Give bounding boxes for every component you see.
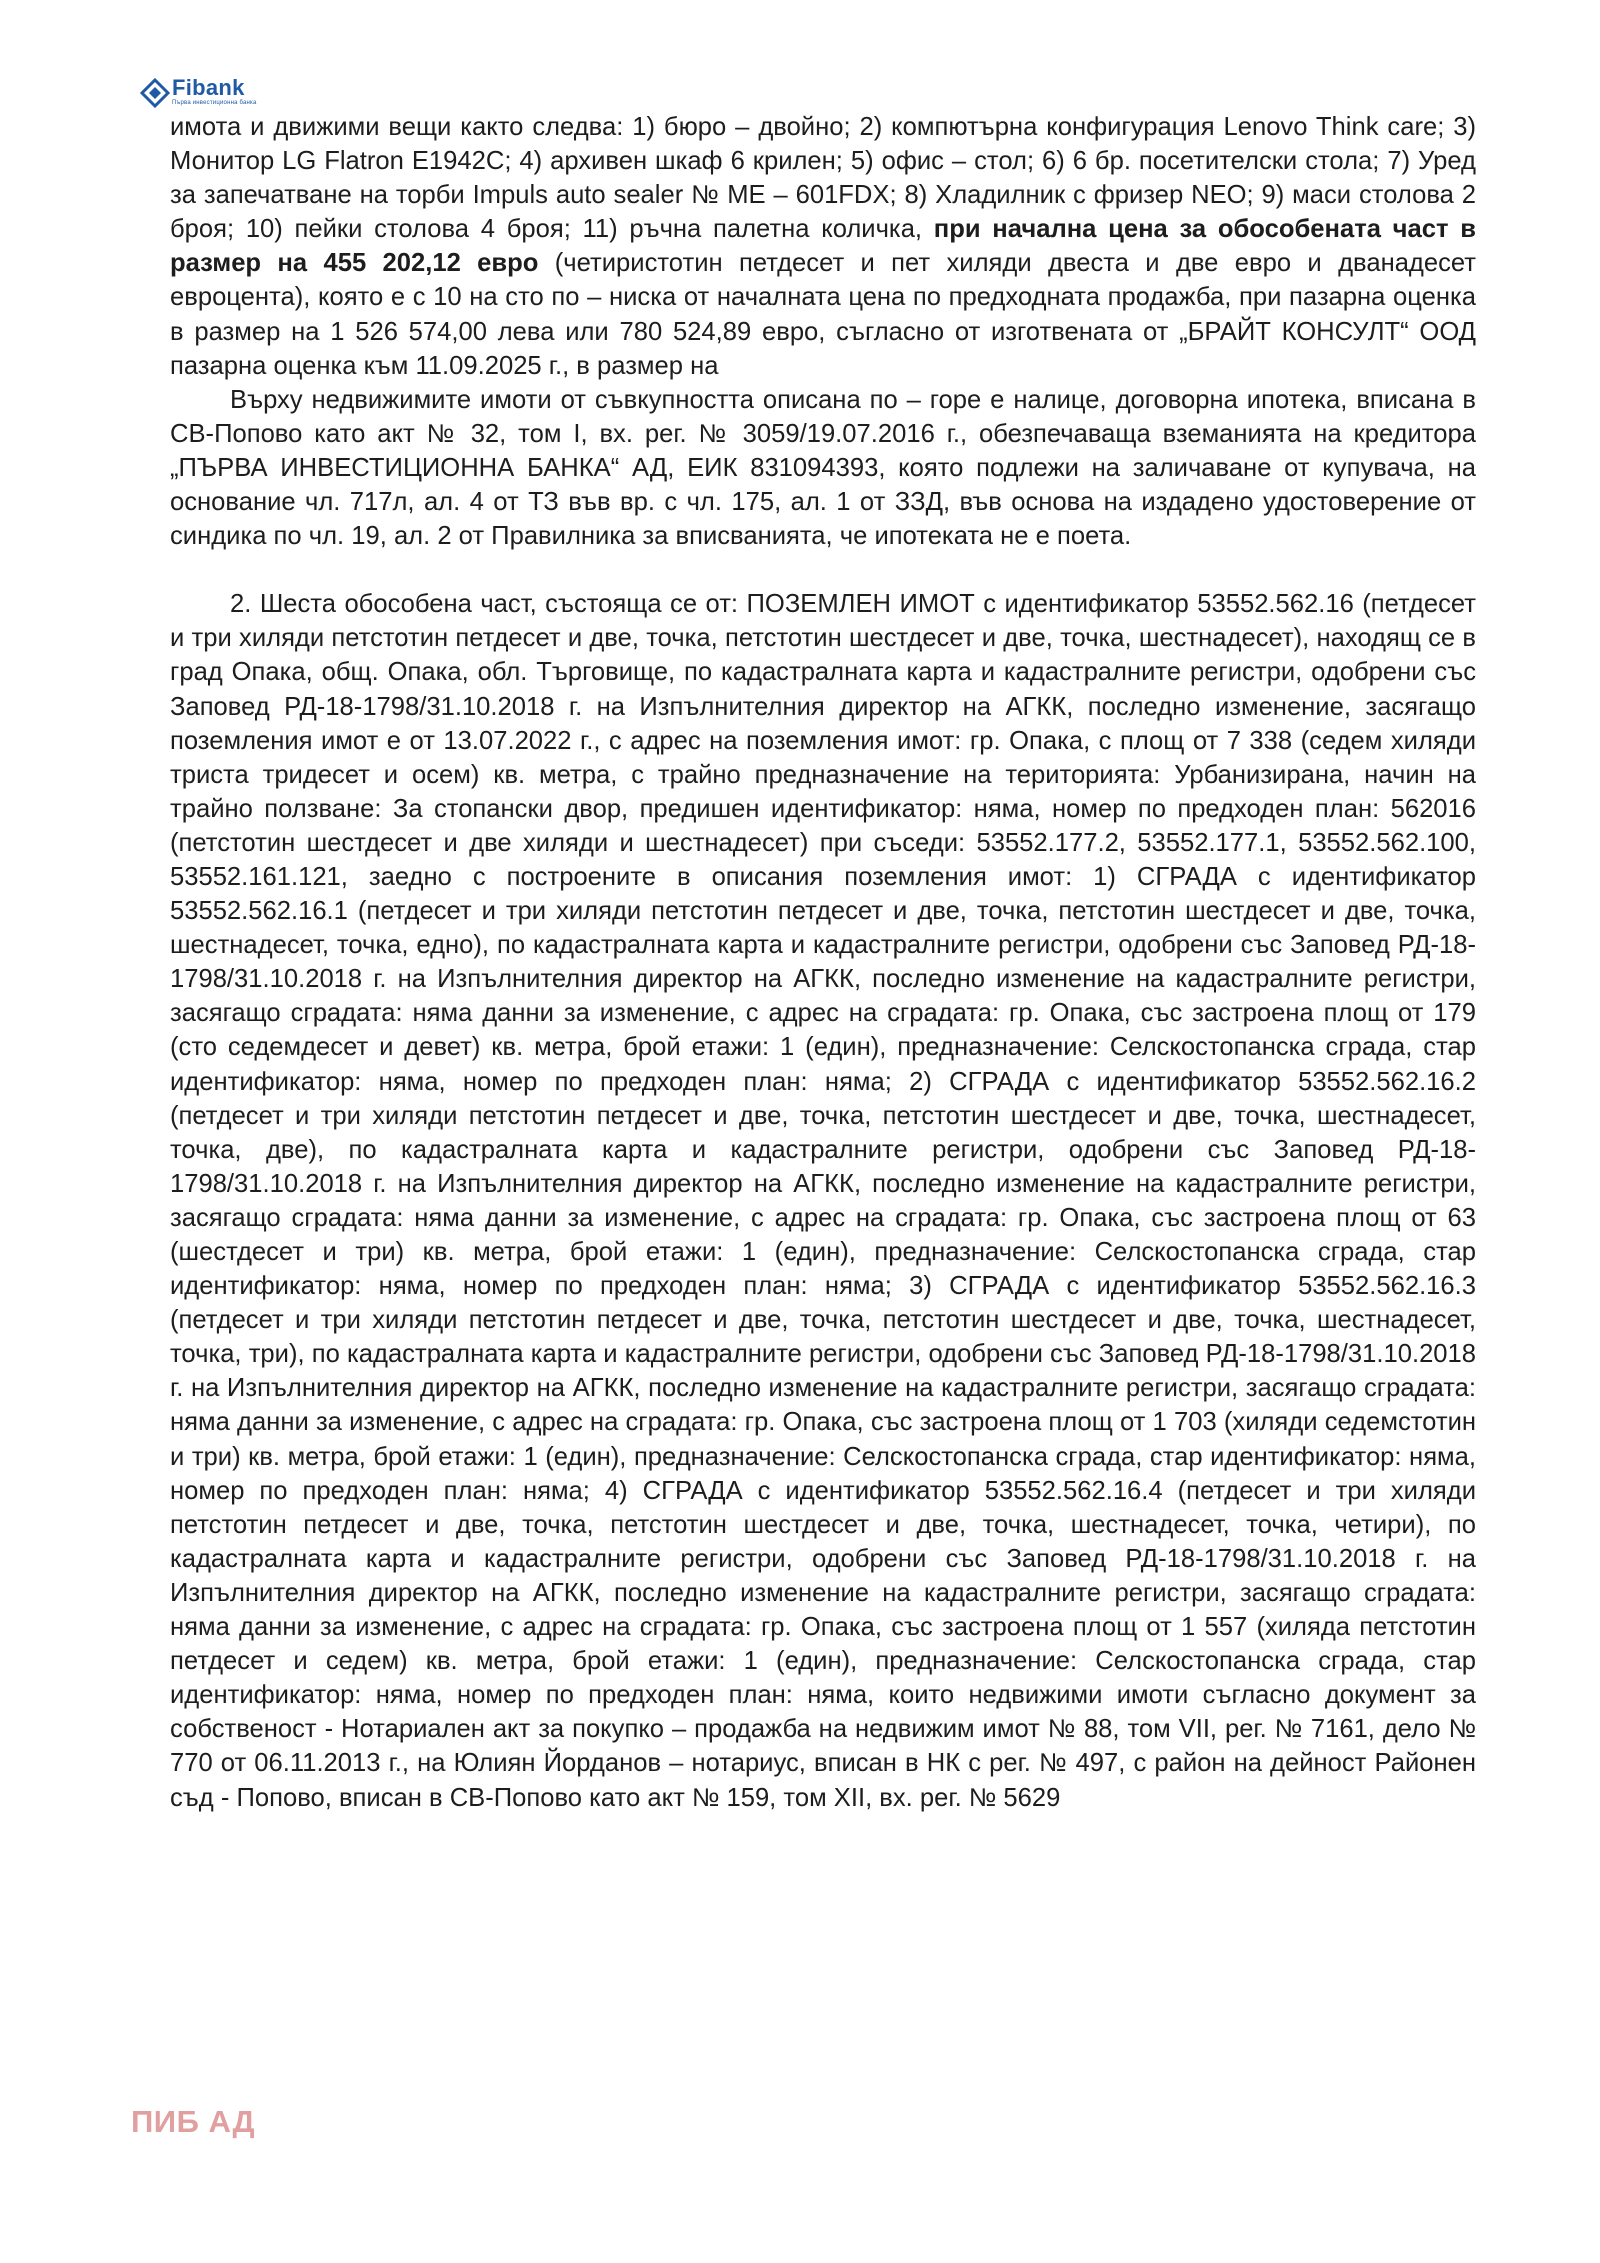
paragraph-price-text: (четиристотин петдесет и пет хиляди двеста и две евро и дванадесет евроцента), която е с 10 на сто по – ниска от началната цена по предходната продажба, при пазарна оценка в размер на 1 526 574,00 лева или 780 524,89 евро, съгласно от изготвената от „БРАЙТ КОНСУЛТ“ ООД пазарна оценка към 11.09.2025 г., в размер на (170, 249, 1477, 380)
logo-name: Fibank (172, 75, 245, 100)
paragraph-mortgage: Върху недвижимите имоти от съвкупността описана по – горе е налице, договорна ипотека, вписана в СВ-Попово като акт № 32, том I, вх. рег. № 3059/19.07.2016 г., обезпечаваща вземанията на кредитора „ПЪРВА ИНВЕСТИЦИОННА БАНКА“ АД, ЕИК 831094393, която подлежи на заличаване от купувача, на основание чл. 717л, ал. 4 от ТЗ във вр. с чл. 175, ал. 1 от ЗЗД, във основа на издадено удостоверение от синдика по чл. 19, ал. 2 от Правилника за вписванията, че ипотеката не е поета. (170, 385, 1476, 551)
fibank-logo (140, 76, 257, 108)
paragraph-assets-price (170, 110, 1476, 383)
document-body (170, 110, 1476, 1815)
fibank-diamond-icon (140, 78, 170, 108)
logo-tagline: Първа инвестиционна банка (172, 100, 257, 106)
paragraph-sixth-part: 2. Шеста обособена част, състояща се от: ПОЗЕМЛЕН ИМОТ с идентификатор 53552.562.16 (петдесет и три хиляди петстотин петдесет и две, точка, петстотин шестдесет и две, точка, шестнадесет), находящ се в град Опака, общ. Опака, обл. Търговище, по кадастралната карта и кадастралните регистри, одобрени със Заповед РД-18-1798/31.10.2018 г. на Изпълнителния директор на АГКК, последно изменение, засягащо поземления имот е от 13.07.2022 г., с адрес на поземления имот: гр. Опака, с площ от 7 338 (седем хиляди триста тридесет и осем) кв. метра, с трайно предназначение на територията: Урбанизирана, начин на трайно ползване: За стопански двор, предишен идентификатор: няма, номер по предходен план: 562016 (петстотин шестдесет и две хиляди и шестнадесет) при съседи: 53552.177.2, 53552.177.1, 53552.562.100, 53552.161.121, заедно с построените в описания поземления имот: 1) СГРАДА с идентификатор 53552.562.16.1 (петдесет и три хиляди петстотин петдесет и две, точка, петстотин шестдесет и две, точка, шестнадесет, точка, едно), по кадастралната карта и кадастралните регистри, одобрени със Заповед РД-18-1798/31.10.2018 г. на Изпълнителния директор на АГКК, последно изменение на кадастралните регистри, засягащо сградата: няма данни за изменение, с адрес на сградата: гр. Опака, със застроена площ от 179 (сто седемдесет и девет) кв. метра, брой етажи: 1 (един), предназначение: Селскостопанска сграда, стар идентификатор: няма, номер по предходен план: няма; 2) СГРАДА с идентификатор 53552.562.16.2 (петдесет и три хиляди петстотин петдесет и две, точка, петстотин шестдесет и две, точка, шестнадесет, точка, две), по кадастралната карта и кадастралните регистри, одобрени със Заповед РД-18-1798/31.10.2018 г. на Изпълнителния директор на АГКК, последно изменение на кадастралните регистри, засягащо сградата: няма данни за изменение, с адрес на сградата: гр. Опака, със застроена площ от 63 (шестдесет и три) кв. метра, брой етажи: 1 (един), предназначение: Селскостопанска сграда, стар идентификатор: няма, номер по предходен план: няма; 3) СГРАДА с идентификатор 53552.562.16.3 (петдесет и три хиляди петстотин петдесет и две, точка, петстотин шестдесет и две, точка, шестнадесет, точка, три), по кадастралната карта и кадастралните регистри, одобрени със Заповед РД-18-1798/31.10.2018 г. на Изпълнителния директор на АГКК, последно изменение на кадастралните регистри, засягащо сградата: няма данни за изменение, с адрес на сградата: гр. Опака, със застроена площ от 1 703 (хиляди седемстотин и три) кв. метра, брой етажи: 1 (един), предназначение: Селскостопанска сграда, стар идентификатор: няма, номер по предходен план: няма; 4) СГРАДА с идентификатор 53552.562.16.4 (петдесет и три хиляди петстотин петдесет и две, точка, петстотин шестдесет и две, точка, шестнадесет, точка, четири), по кадастралната карта и кадастралните регистри, одобрени със Заповед РД-18-1798/31.10.2018 г. на Изпълнителния директор на АГКК, последно изменение на кадастралните регистри, засягащо сградата: няма данни за изменение, с адрес на сградата: гр. Опака, със застроена площ от 1 557 (хиляда петстотин петдесет и седем) кв. метра, брой етажи: 1 (един), предназначение: Селскостопанска сграда, стар идентификатор: няма, номер по предходен план: няма, които недвижими имоти съгласно документ за собственост - Нотариален акт за покупко – продажба на недвижим имот № 88, том VII, рег. № 7161, дело № 770 от 06.11.2013 г., на Юлиян Йорданов – нотариус, вписан в НК с рег. № 497, с район на дейност Районен съд - Попово, вписан в СВ-Попово като акт № 159, том XII, вх. рег. № 5629 (170, 590, 1476, 1812)
starting-price-bold: при начална цена за обособената част в размер на 455 202,12 евро (170, 215, 1476, 278)
pib-stamp: ПИБ АД (131, 2104, 256, 2139)
paragraph-assets-text: имота и движими вещи както следва: 1) бюро – двойно; 2) компютърна конфигурация Lenovo Think care; 3) Монитор LG Flatron E1942C; 4) архивен шкаф 6 крилен; 5) офис – стол; 6) 6 бр. посетителски стола; 7) Уред за запечатване на торби Impuls auto sealer № ME – 601FDX; 8) Хладилник с фризер NEO; 9) маси столова 2 броя; 10) пейки столова 4 броя; 11) ръчна палетна количка, (170, 113, 1476, 244)
